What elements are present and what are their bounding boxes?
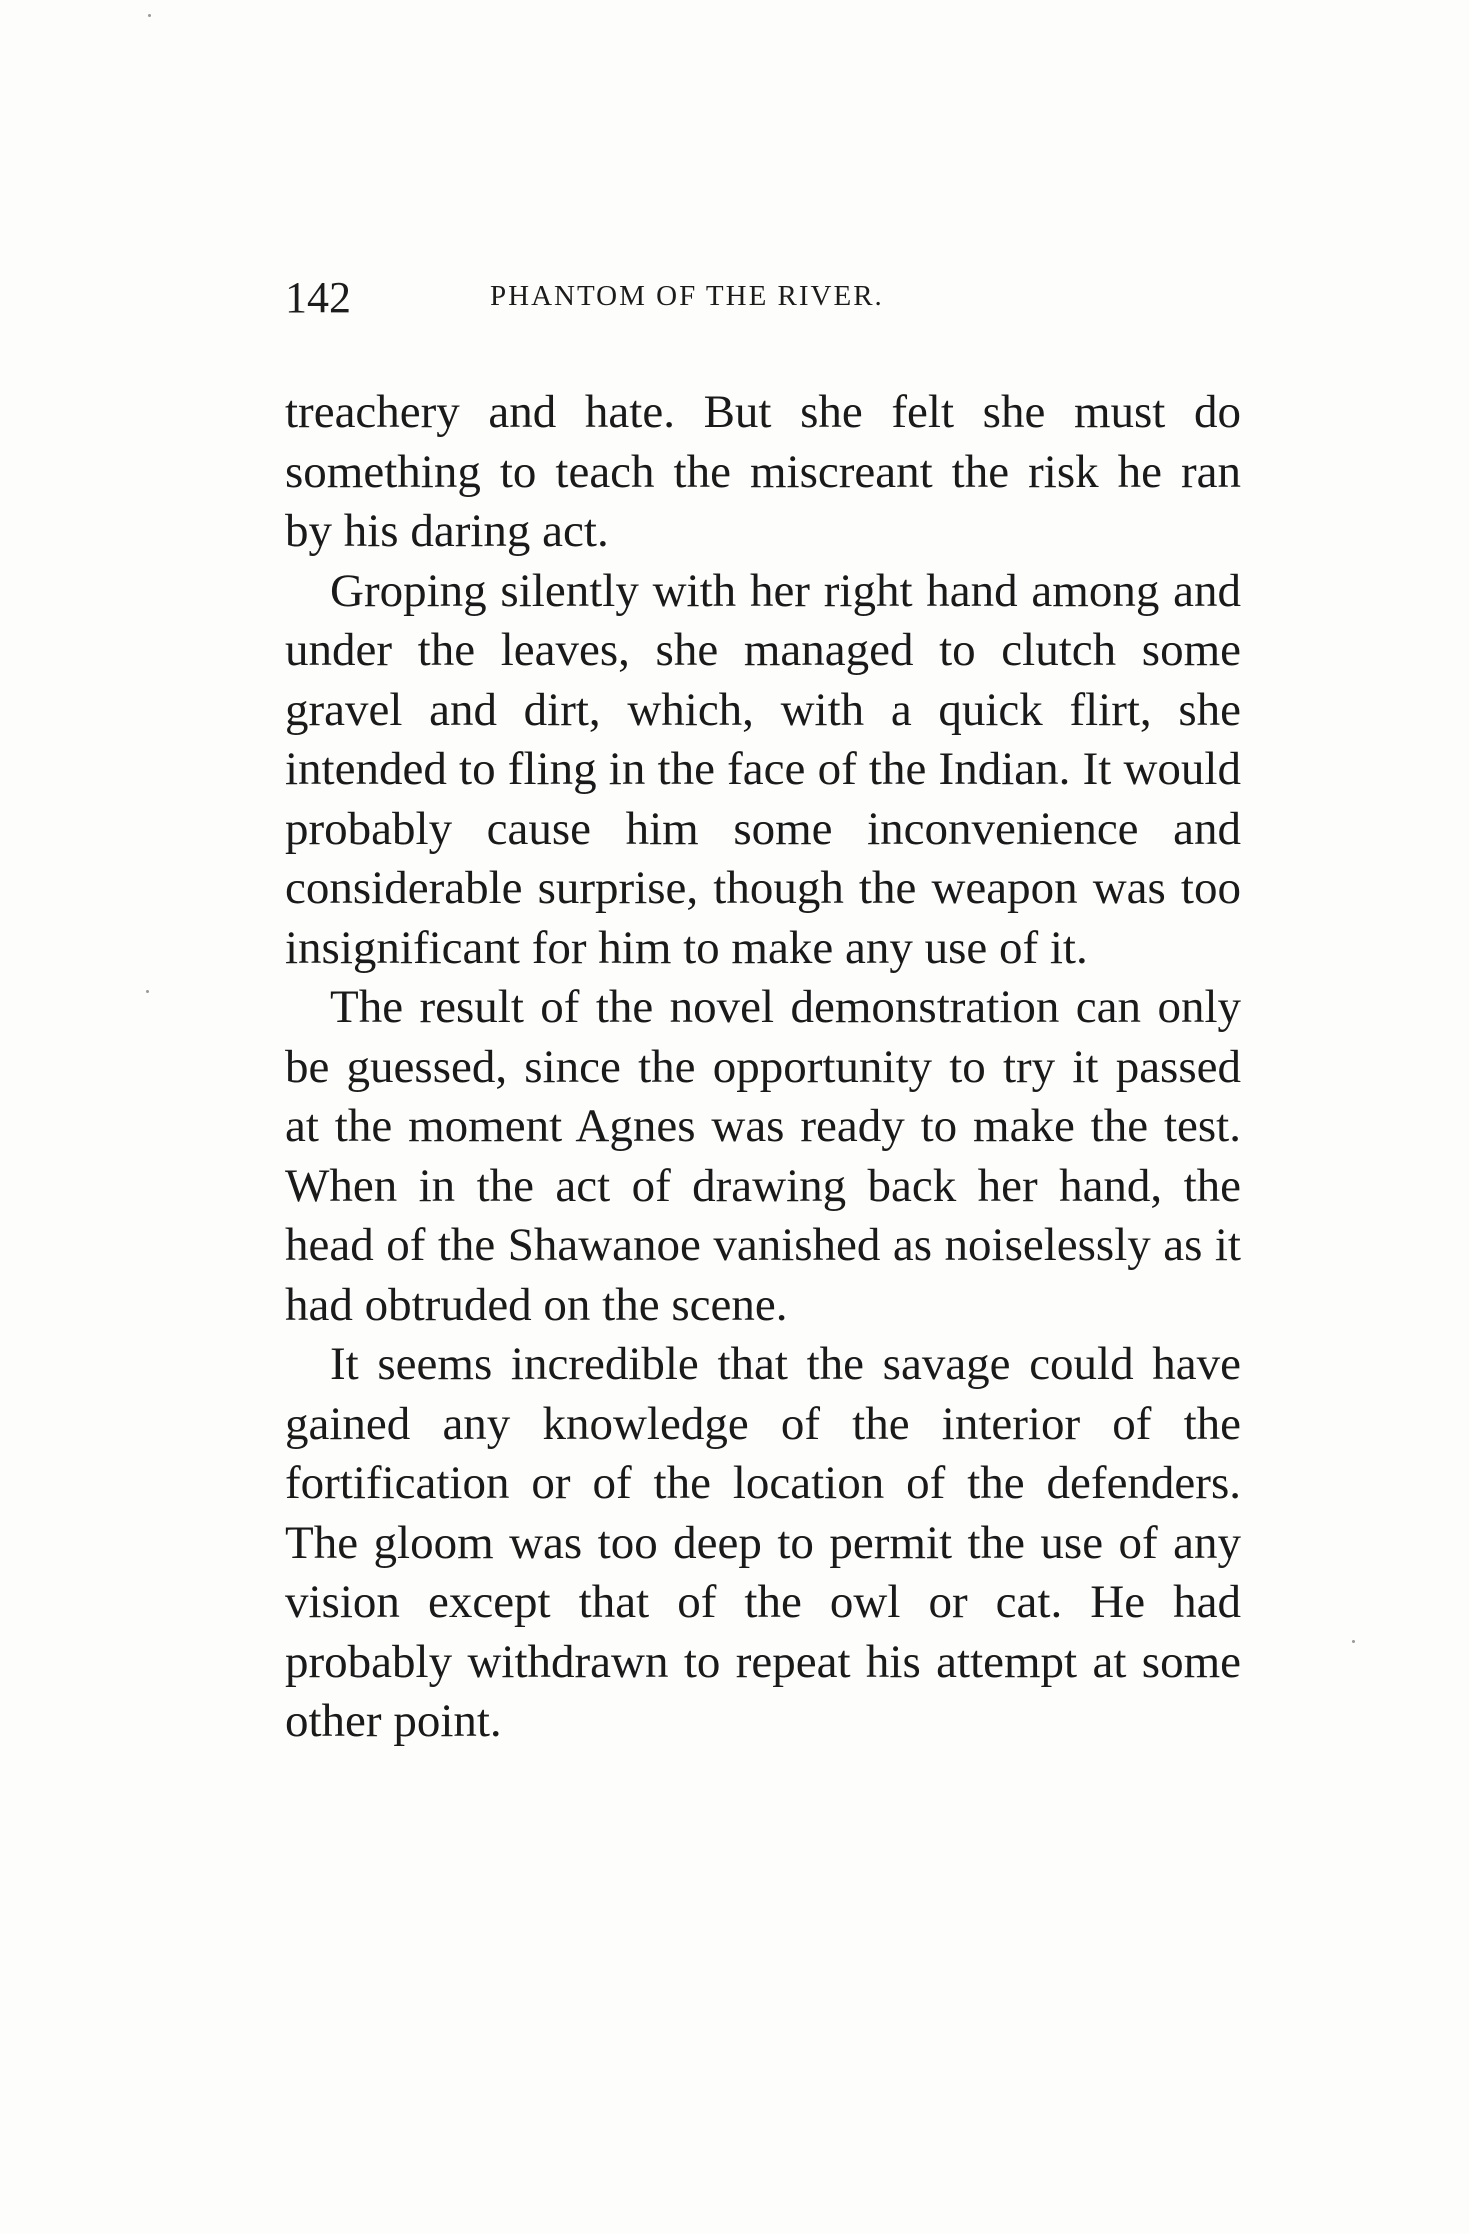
page-number: 142: [285, 273, 351, 322]
running-title: PHANTOM OF THE RIVER.: [490, 280, 884, 312]
body-text: [285, 383, 1241, 1752]
paragraph: treachery and hate. But she felt she must do something to teach the miscreant the risk he ran by his daring act.: [285, 386, 1241, 557]
paper-speck: [148, 14, 151, 17]
paragraph: It seems incredible that the savage could have gained any knowledge of the interior of the fortification or of the location of the defenders. The gloom was too deep to permit the use of any vision except that of the owl or cat. He had probably withdrawn to repeat his attempt at some other point.: [285, 1338, 1241, 1747]
paragraph: Groping silently with her right hand among and under the leaves, she managed to clutch some gravel and dirt, which, with a quick flirt, she intended to fling in the face of the Indian. It would probably cause him some inconvenience and considerable surprise, though the weapon was too insignificant for him to make any use of it.: [285, 564, 1241, 974]
page-header: [285, 272, 1245, 332]
paragraph: The result of the novel demonstration can only be guessed, since the opportunity to try it passed at the moment Agnes was ready to make the test. When in the act of drawing back her hand, the head of the Shawanoe vanished as noiselessly as it had obtruded on the scene.: [285, 981, 1241, 1331]
paper-speck: [1352, 1640, 1355, 1643]
paper-speck: [146, 990, 149, 993]
